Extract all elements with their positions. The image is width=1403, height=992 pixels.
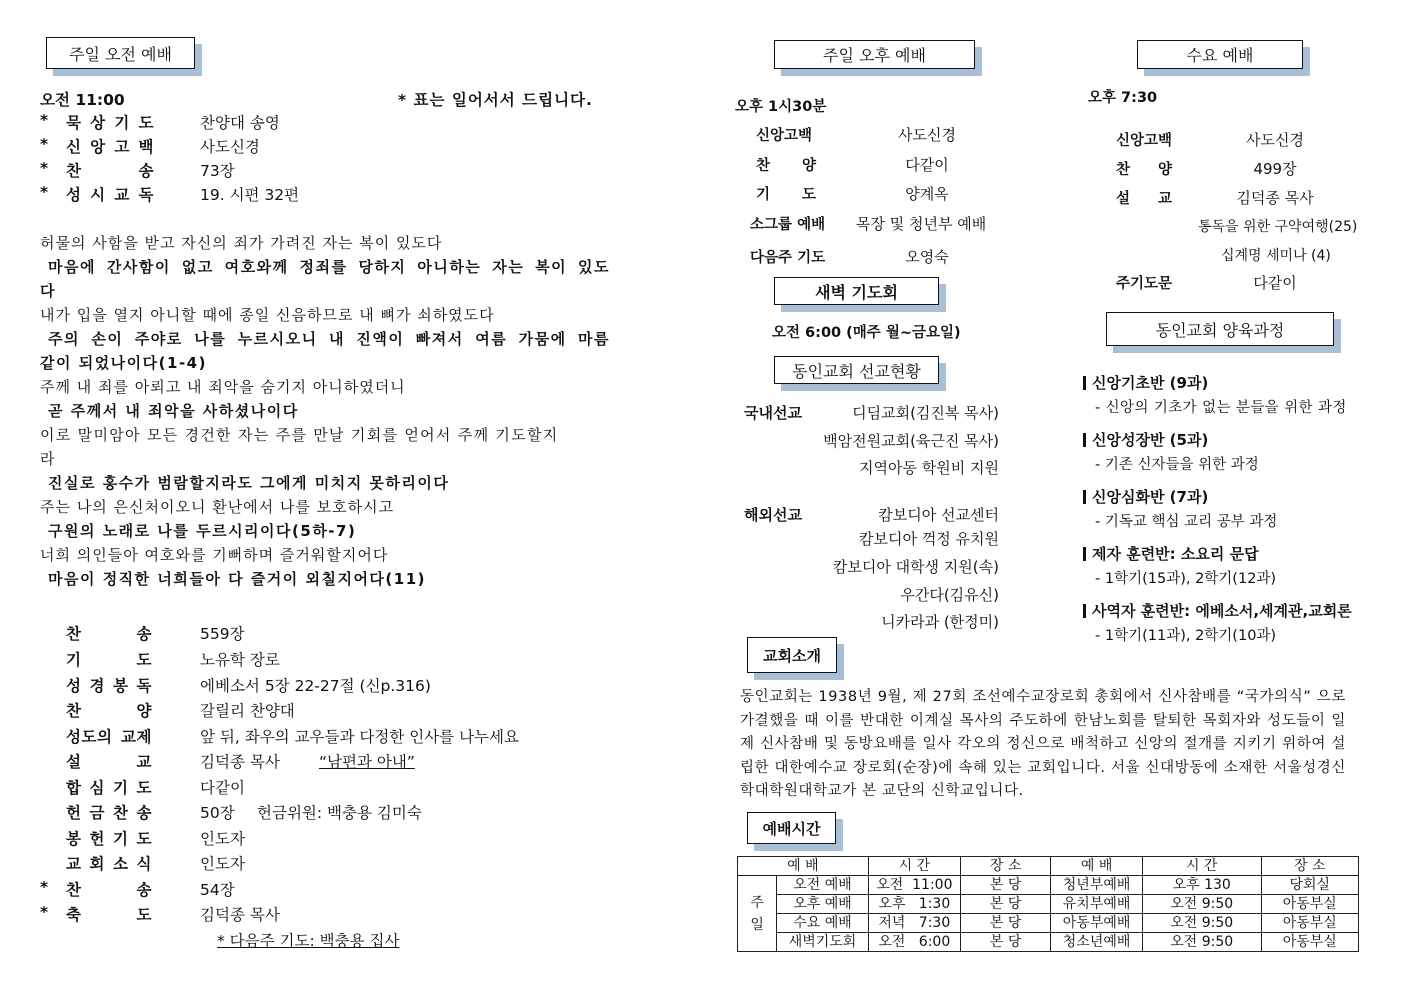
wednesday-sub-1: 통독을 위한 구약여행(25) [1198, 219, 1358, 235]
schedule-cell: 오전 9:50 [1142, 895, 1261, 914]
schedule-cell: 오전 예배 [777, 876, 869, 895]
order-label: 신앙고백 [1116, 133, 1173, 149]
wednesday-service-title: 수요 예배 [1137, 40, 1303, 69]
order-label: 헌 금 찬 송 [66, 804, 152, 822]
mark: * [40, 111, 49, 129]
course-desc: - 기독교 핵심 교리 공부 과정 [1095, 514, 1278, 530]
wednesday-time: 오후 7:30 [1088, 90, 1158, 106]
order-value: 사도신경 [200, 138, 260, 156]
psalm-line: 라 [40, 450, 56, 468]
schedule-cell: 아동부실 [1261, 933, 1358, 952]
table-row [738, 876, 1359, 895]
mission-item: 지역아동 학원비 지원 [859, 459, 999, 477]
mark: * [40, 878, 49, 896]
order-label: 성 경 봉 독 [66, 677, 152, 695]
dawn-time: 오전 6:00 (매주 월~금요일) [772, 325, 961, 341]
schedule-title: 예배시간 [747, 812, 836, 844]
order-value: 50장 [200, 804, 235, 822]
schedule-cell: 아동부예배 [1051, 914, 1143, 933]
standing-note: * 표는 일어서서 드립니다. [398, 91, 593, 109]
church-intro-title: 교회소개 [747, 637, 837, 673]
schedule-cell: 청소년예배 [1051, 933, 1143, 952]
morning-time: 오전 11:00 [40, 91, 125, 109]
schedule-group-label: 주일 [738, 876, 777, 952]
order-label: 기 도 [756, 187, 816, 203]
next-prayer: * 다음주 기도: 백충용 집사 [217, 932, 400, 950]
mission-item: 캄보디아 선교센터 [878, 506, 999, 524]
order-label: 찬 송 [66, 162, 154, 180]
order-label: 축 도 [66, 906, 152, 924]
order-value: 559장 [200, 625, 245, 643]
order-value: 인도자 [200, 855, 245, 873]
mission-item: 캄보디아 꺽정 유치원 [859, 530, 999, 548]
course-desc: - 신앙의 기초가 없는 분들을 위한 과정 [1095, 400, 1347, 416]
morning-service-title: 주일 오전 예배 [46, 37, 195, 69]
course-title: 신앙심화반 (7과) [1083, 486, 1208, 507]
course-desc: - 1학기(11과), 2학기(10과) [1095, 628, 1277, 644]
schedule-cell: 당회실 [1261, 876, 1358, 895]
order-value: 찬양대 송영 [200, 114, 280, 132]
psalm-line: 주는 나의 은신처이오니 환난에서 나를 보호하시고 [40, 498, 395, 516]
order-value: 54장 [200, 881, 235, 899]
psalm-line: 같이 되었나이다(1-4) [40, 354, 207, 372]
order-value: 사도신경 [898, 126, 956, 144]
order-value: 다같이 [1253, 274, 1297, 292]
mission-item: 백암전원교회(육근진 목사) [823, 432, 999, 450]
order-value: 김덕종 목사 [200, 906, 280, 924]
schedule-cell: 아동부실 [1261, 895, 1358, 914]
order-value: 에베소서 5장 22-27절 (신p.316) [200, 677, 431, 695]
mission-item: 우간다(김유신) [900, 586, 999, 604]
course-desc: - 1학기(15과), 2학기(12과) [1095, 571, 1277, 587]
order-label: 합 심 기 도 [66, 779, 152, 797]
order-value: 다같이 [905, 156, 949, 174]
order-label: 찬 송 [66, 881, 152, 899]
psalm-line: 마음에 간사함이 없고 여호와께 정죄를 당하지 아니하는 자는 복이 있도 [48, 258, 610, 276]
psalm-line: 허물의 사함을 받고 자신의 죄가 가려진 자는 복이 있도다 [40, 234, 443, 252]
mission-title: 동인교회 선교현황 [774, 356, 939, 384]
offering-committee: 헌금위원: 백충용 김미숙 [257, 804, 422, 822]
schedule-table [737, 856, 1359, 952]
schedule-header: 시 간 [1142, 857, 1261, 876]
afternoon-service-title: 주일 오후 예배 [774, 40, 975, 69]
schedule-cell: 아동부실 [1261, 914, 1358, 933]
order-label: 교 회 소 식 [66, 855, 152, 873]
schedule-cell: 저녁 7:30 [868, 914, 960, 933]
schedule-cell: 청년부예배 [1051, 876, 1143, 895]
order-value: 499장 [1253, 160, 1297, 178]
order-value: 김덕종 목사 [200, 753, 280, 771]
schedule-header: 장 소 [960, 857, 1050, 876]
psalm-line: 너희 의인들아 여호와를 기뻐하며 즐거워할지어다 [40, 546, 389, 564]
wednesday-sub-2: 십계명 세미나 (4) [1221, 248, 1331, 264]
schedule-cell: 오전 11:00 [868, 876, 960, 895]
course-title: 신앙성장반 (5과) [1083, 429, 1208, 450]
schedule-cell: 본 당 [960, 895, 1050, 914]
schedule-cell: 본 당 [960, 933, 1050, 952]
psalm-line: 이로 말미암아 모든 경건한 자는 주를 만날 기회를 얻어서 주께 기도할지 [40, 426, 559, 444]
schedule-cell: 수요 예배 [777, 914, 869, 933]
order-value: 오영숙 [905, 248, 949, 266]
courses-title: 동인교회 양육과정 [1106, 312, 1334, 346]
order-label: 기 도 [66, 651, 152, 669]
church-intro-text: 동인교회는 1938년 9월, 제 27회 조선예수교장로회 총회에서 신사참배를 “국가의식” 으로 가결했을 때 이를 반대한 이계실 목사의 주도하에 한남노회를 탈퇴한 목회자와 성도들이 일제 신사참배 및 동방요배를 일사 각오의 정신으로 배척하고 신앙의 절개를 지키기 위하여 설립한 대한예수교 장로회(순장)에 속해 있는 교회입니다. 서울 신대방동에 소재한 서울성경신학대학원대학교가 본 교단의 신학교입니다. [740, 689, 1346, 799]
psalm-line: 진실로 홍수가 범람할지라도 그에게 미치지 못하리이다 [48, 474, 450, 492]
order-value: 김덕종 목사 [1236, 189, 1314, 207]
schedule-cell: 오후 1:30 [868, 895, 960, 914]
order-label: 찬 양 [1116, 162, 1172, 178]
order-value: 목장 및 청년부 예배 [856, 215, 987, 233]
domestic-mission-label: 국내선교 [744, 404, 802, 422]
schedule-cell: 오후 130 [1142, 876, 1261, 895]
order-value: 앞 뒤, 좌우의 교우들과 다정한 인사를 나누세요 [200, 728, 519, 746]
order-label: 설 교 [1116, 191, 1172, 207]
psalm-line: 주의 손이 주야로 나를 누르시오니 내 진액이 빠져서 여름 가뭄에 마름 [48, 330, 610, 348]
mission-item: 디딤교회(김진복 목사) [852, 404, 999, 422]
order-label: 설 교 [66, 753, 152, 771]
psalm-line: 내가 입을 열지 아니할 때에 종일 신음하므로 내 뼈가 쇠하였도다 [40, 306, 495, 324]
schedule-header: 예 배 [1051, 857, 1143, 876]
schedule-cell: 새벽기도회 [777, 933, 869, 952]
order-label: 다음주 기도 [750, 250, 826, 266]
schedule-cell: 유치부예배 [1051, 895, 1143, 914]
schedule-header: 장 소 [1261, 857, 1358, 876]
order-value: 갈릴리 찬양대 [200, 702, 295, 720]
order-value: 19. 시편 32편 [200, 186, 300, 204]
mark: * [40, 159, 49, 177]
schedule-cell: 오후 예배 [777, 895, 869, 914]
schedule-cell: 오전 9:50 [1142, 933, 1261, 952]
order-value: 73장 [200, 162, 235, 180]
course-title: 사역자 훈련반: 에베소서,세계관,교회론 [1083, 600, 1352, 621]
table-row [738, 895, 1359, 914]
course-title: 신앙기초반 (9과) [1083, 372, 1208, 393]
schedule-cell: 본 당 [960, 876, 1050, 895]
mission-item: 니카라과 (한정미) [881, 613, 999, 631]
order-label: 신앙고백 [756, 128, 813, 144]
course-desc: - 기존 신자들을 위한 과정 [1095, 457, 1259, 473]
order-value: 사도신경 [1246, 131, 1304, 149]
schedule-cell: 오전 6:00 [868, 933, 960, 952]
schedule-header: 시 간 [868, 857, 960, 876]
order-label: 신 앙 고 백 [66, 138, 154, 156]
order-label: 묵 상 기 도 [66, 114, 154, 132]
dawn-prayer-title: 새벽 기도회 [774, 277, 939, 305]
order-label: 성도의 교제 [66, 728, 152, 746]
mission-item: 캄보디아 대학생 지원(속) [832, 558, 999, 576]
order-value: 노유학 장로 [200, 651, 280, 669]
schedule-header-row [738, 857, 1359, 876]
order-value: 다같이 [200, 779, 245, 797]
psalm-line: 다 [40, 282, 56, 300]
table-row [738, 933, 1359, 952]
mark: * [40, 903, 49, 921]
sermon-title: “남편과 아내” [319, 753, 415, 771]
mark: * [40, 183, 49, 201]
course-title: 제자 훈련반: 소요리 문답 [1083, 543, 1259, 564]
schedule-header: 예 배 [738, 857, 869, 876]
table-row [738, 914, 1359, 933]
psalm-line: 마음이 정직한 너희들아 다 즐거이 외칠지어다(11) [48, 570, 427, 588]
schedule-cell: 오전 9:50 [1142, 914, 1261, 933]
psalm-line: 구원의 노래로 나를 두르시리이다(5하-7) [48, 522, 357, 540]
order-label: 성 시 교 독 [66, 186, 154, 204]
mark: * [40, 135, 49, 153]
schedule-cell: 본 당 [960, 914, 1050, 933]
order-label: 찬 양 [756, 158, 816, 174]
order-label: 주기도문 [1116, 276, 1173, 292]
order-label: 찬 송 [66, 625, 152, 643]
afternoon-time: 오후 1시30분 [735, 99, 827, 115]
order-label: 찬 양 [66, 702, 152, 720]
order-label: 봉 헌 기 도 [66, 830, 152, 848]
overseas-mission-label: 해외선교 [744, 506, 802, 524]
psalm-line: 곧 주께서 내 죄악을 사하셨나이다 [48, 402, 299, 420]
psalm-line: 주께 내 죄를 아뢰고 내 죄악을 숨기지 아니하였더니 [40, 378, 406, 396]
order-value: 인도자 [200, 830, 245, 848]
order-label: 소그룹 예배 [750, 217, 826, 233]
order-value: 양계옥 [905, 185, 949, 203]
psalm-reading [40, 231, 610, 591]
